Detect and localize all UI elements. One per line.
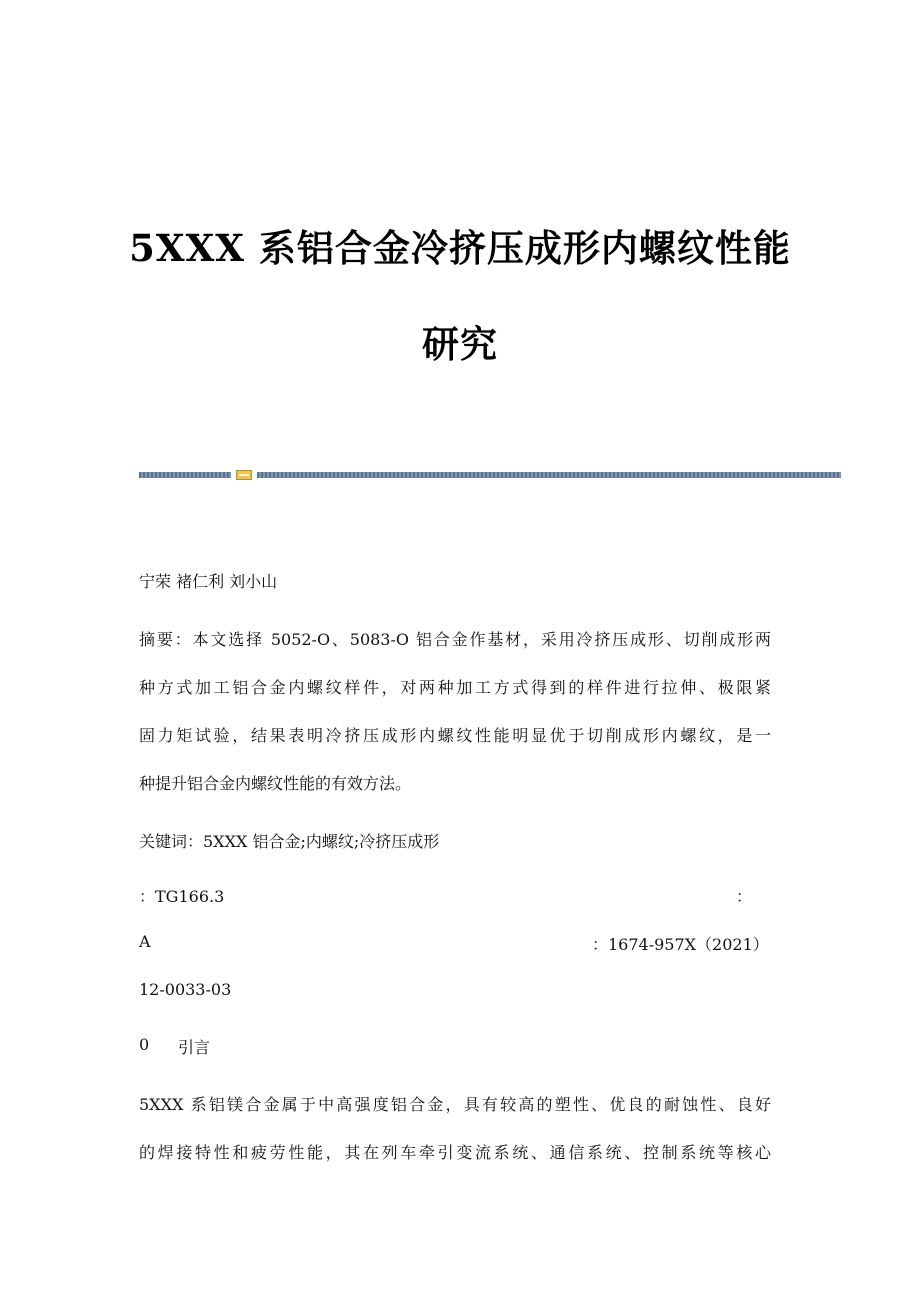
divider-bar-right bbox=[257, 472, 841, 478]
body-line: 的焊接特性和疲劳性能，其在列车牵引变流系统、通信系统、控制系统等核心 bbox=[139, 1143, 771, 1162]
authors: 宁荣 褚仁利 刘小山 bbox=[139, 572, 278, 591]
abstract-line: 种提升铝合金内螺纹性能的有效方法。 bbox=[139, 774, 412, 793]
abstract-line: 种方式加工铝合金内螺纹样件，对两种加工方式得到的样件进行拉伸、极限紧 bbox=[139, 678, 771, 697]
keywords: 关键词：5XXX 铝合金;内螺纹;冷挤压成形 bbox=[139, 832, 440, 851]
title-line-1: 5XXX 系铝合金冷挤压成形内螺纹性能 bbox=[129, 226, 791, 270]
section-number: 0 bbox=[139, 1035, 150, 1054]
clc-number: ：TG166.3 bbox=[139, 887, 225, 906]
title-divider bbox=[139, 470, 841, 480]
divider-bar-left bbox=[139, 472, 231, 478]
abstract-line: 摘要：本文选择 5052-O、5083-O 铝合金作基材，采用冷挤压成形、切削成形两 bbox=[139, 630, 771, 649]
divider-emblem-icon bbox=[236, 470, 252, 480]
article-id: ：1674-957X（2021） bbox=[592, 935, 769, 954]
doc-code-label: ： bbox=[736, 887, 753, 906]
body-line: 5XXX 系铝镁合金属于中高强度铝合金，具有较高的塑性、优良的耐蚀性、良好 bbox=[139, 1095, 771, 1114]
section-title: 引言 bbox=[178, 1038, 211, 1057]
title-line-2: 研究 bbox=[422, 322, 498, 366]
doc-code: A bbox=[139, 932, 151, 951]
abstract-line: 固力矩试验，结果表明冷挤压成形内螺纹性能明显优于切削成形内螺纹，是一 bbox=[139, 726, 771, 745]
article-id-continued: 12-0033-03 bbox=[139, 980, 232, 999]
